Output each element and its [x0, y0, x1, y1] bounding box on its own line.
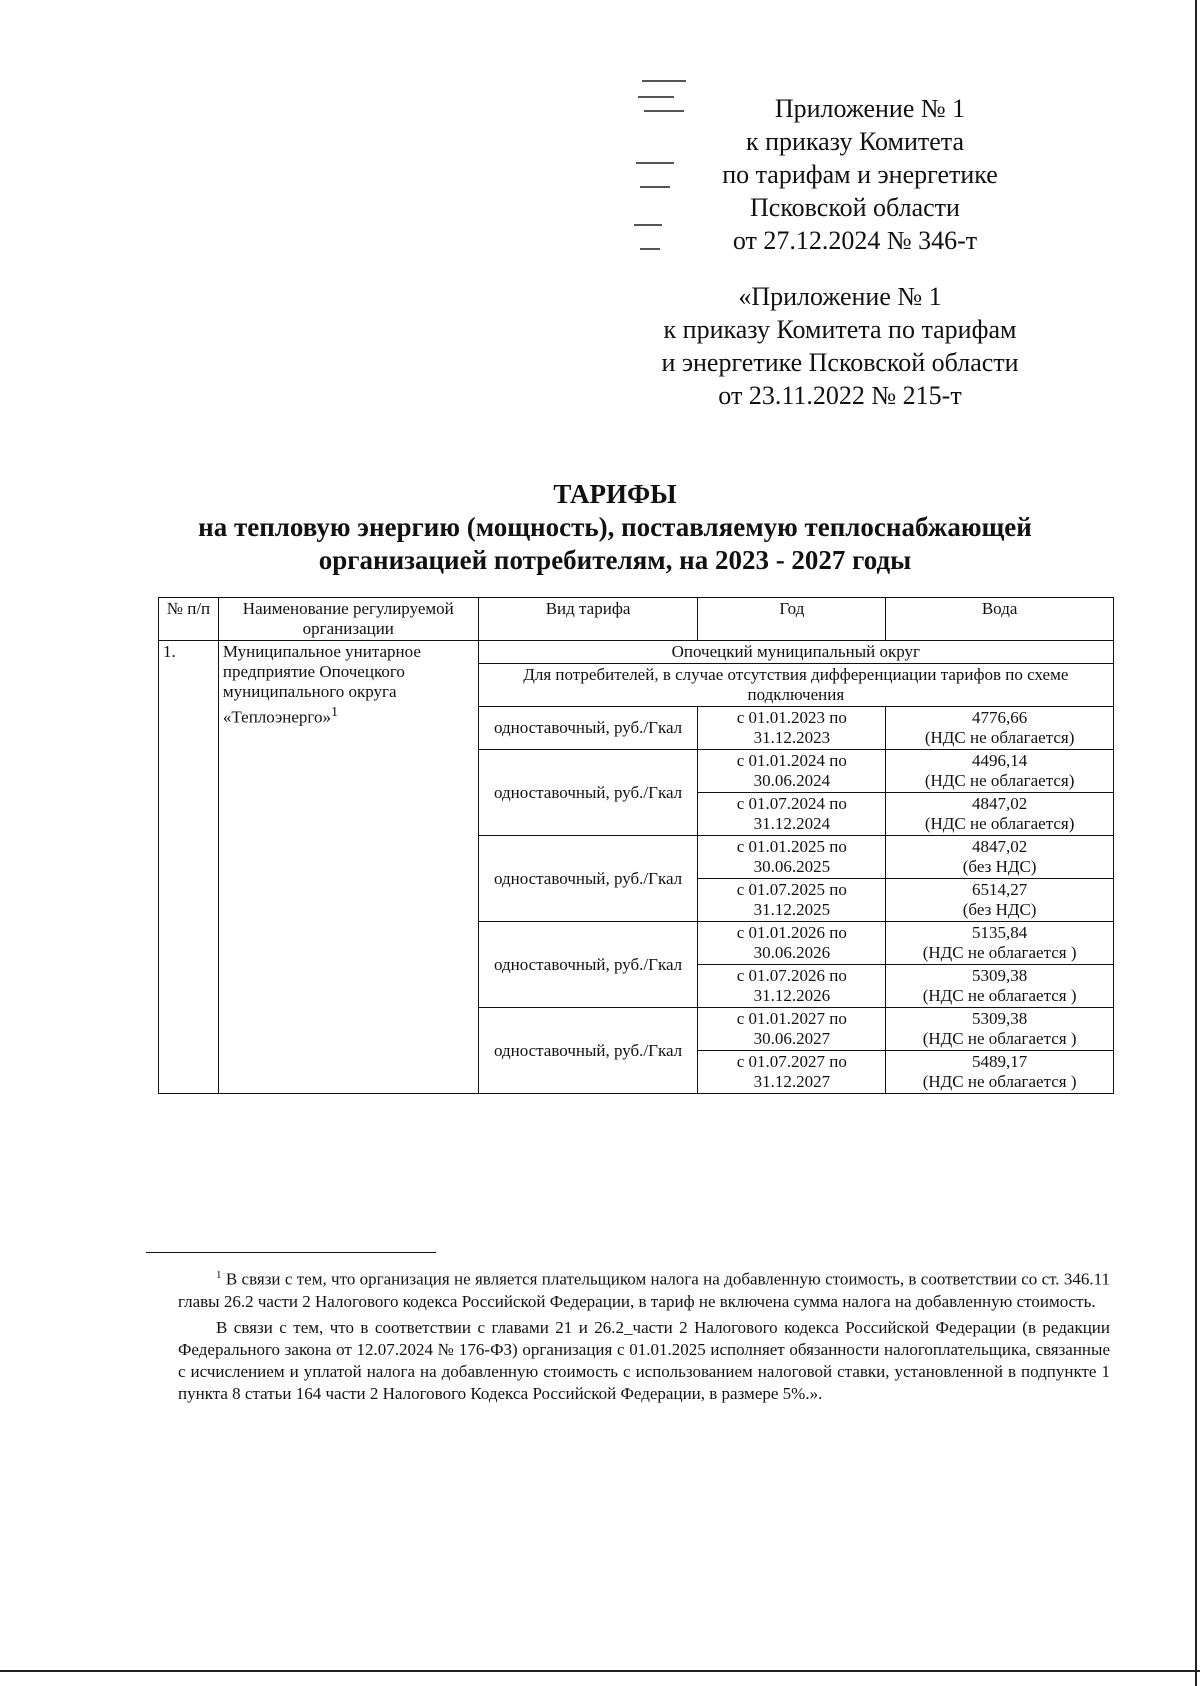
footnote-1-text: В связи с тем, что организация не является плательщиком налога на добавленную стоимость, в соответствии со ст. 346.11 главы 26.2 части 2 Налогового кодекса Российской Федерации, в тариф не включена сумма налога на добавленную стоимость.: [178, 1269, 1110, 1311]
water-value-cell: [886, 1051, 1114, 1094]
water-value-cell: [886, 1008, 1114, 1051]
period-cell: с 01.01.2026 по 30.06.2026: [698, 922, 886, 965]
header-number: № п/п: [159, 598, 219, 641]
water-value: 4776,66: [971, 708, 1028, 727]
header-year: Год: [698, 598, 886, 641]
scan-edge-right: [1195, 0, 1197, 1686]
tariff-type-cell: одноставочный, руб./Гкал: [478, 1008, 698, 1094]
water-value-cell: [886, 750, 1114, 793]
appendix-line: по тарифам и энергетике: [722, 160, 998, 189]
water-value-cell: [886, 707, 1114, 750]
original-appendix-line: «Приложение № 1: [738, 282, 942, 311]
vat-note: (без НДС): [962, 857, 1037, 876]
scan-edge-bottom: [0, 1670, 1200, 1672]
appendix-line: Приложение № 1: [774, 94, 966, 123]
organization-name: Муниципальное унитарное предприятие Опочецкого муниципального округа «Теплоэнерго»: [222, 642, 421, 727]
title-main: ТАРИФЫ: [553, 479, 677, 509]
tariff-type-cell: одноставочный, руб./Гкал: [478, 836, 698, 922]
period-cell: с 01.01.2024 по 30.06.2024: [698, 750, 886, 793]
appendix-line: Псковской области: [750, 193, 960, 222]
vat-note: (НДС не облагается): [924, 814, 1075, 833]
vat-note: (без НДС): [962, 900, 1037, 919]
footnotes: [178, 1264, 1110, 1409]
appendix-header: [620, 92, 1060, 257]
water-value-cell: [886, 879, 1114, 922]
header-tariff-type: Вид тарифа: [478, 598, 698, 641]
water-value-cell: [886, 922, 1114, 965]
organization-cell: [218, 641, 478, 1094]
period-cell: с 01.07.2024 по 31.12.2024: [698, 793, 886, 836]
water-value-cell: [886, 965, 1114, 1008]
title-subtitle-2: организацией потребителям, на 2023 - 2027 годы: [318, 545, 912, 575]
vat-note: (НДС не облагается): [924, 771, 1075, 790]
water-value: 4847,02: [971, 837, 1028, 856]
water-value: 5309,38: [971, 1009, 1028, 1028]
footnote-2: В связи с тем, что в соответствии с главами 21 и 26.2_части 2 Налогового кодекса Российской Федерации (в редакции Федерального закона от 12.07.2024 № 176-ФЗ) организация с 01.01.2025 исполняет обязанности налогоплательщика, связанные с исчислением и уплатой налога на добавленную стоимость с использованием налоговой ставки, установленной в подпункте 1 пункта 8 статьи 164 части 2 Налогового Кодекса Российской Федерации, в размере 5%.».: [178, 1317, 1110, 1403]
row-number: 1.: [159, 641, 219, 1094]
period-cell: с 01.01.2027 по 30.06.2027: [698, 1008, 886, 1051]
table-header-row: [159, 598, 1114, 641]
footnote-marker: 1: [216, 1269, 222, 1281]
document-title: [100, 478, 1130, 577]
vat-note: (НДС не облагается ): [922, 943, 1077, 962]
appendix-line: от 27.12.2024 № 346-т: [732, 226, 978, 255]
consumer-group-cell: Для потребителей, в случае отсутствия дифференциации тарифов по схеме подключения: [478, 664, 1113, 707]
water-value-cell: [886, 836, 1114, 879]
water-value: 4847,02: [971, 794, 1028, 813]
tariff-type-cell: одноставочный, руб./Гкал: [478, 922, 698, 1008]
tariff-table: [158, 597, 1114, 1094]
original-appendix-line: к приказу Комитета по тарифам: [663, 315, 1017, 344]
vat-note: (НДС не облагается): [924, 728, 1075, 747]
water-value: 5489,17: [971, 1052, 1028, 1071]
table-row: [159, 641, 1114, 664]
vat-note: (НДС не облагается ): [922, 1072, 1077, 1091]
appendix-line: к приказу Комитета: [745, 127, 964, 156]
title-subtitle-1: на тепловую энергию (мощность), поставляемую теплоснабжающей: [198, 512, 1032, 542]
period-cell: с 01.07.2026 по 31.12.2026: [698, 965, 886, 1008]
vat-note: (НДС не облагается ): [922, 986, 1077, 1005]
water-value: 5309,38: [971, 966, 1028, 985]
header-water: Вода: [886, 598, 1114, 641]
period-cell: с 01.01.2025 по 30.06.2025: [698, 836, 886, 879]
water-value: 6514,27: [971, 880, 1028, 899]
period-cell: с 01.07.2027 по 31.12.2027: [698, 1051, 886, 1094]
header-org-name: Наименование регулируемой организации: [218, 598, 478, 641]
water-value: 4496,14: [971, 751, 1028, 770]
original-appendix-line: и энергетике Псковской области: [661, 348, 1019, 377]
water-value: 5135,84: [971, 923, 1028, 942]
footnote-separator: [146, 1252, 436, 1253]
original-appendix-header: [620, 280, 1060, 412]
footnote-marker: 1: [330, 704, 339, 720]
period-cell: с 01.07.2025 по 31.12.2025: [698, 879, 886, 922]
period-cell: с 01.01.2023 по 31.12.2023: [698, 707, 886, 750]
tariff-type-cell: одноставочный, руб./Гкал: [478, 750, 698, 836]
footnote-1: [178, 1264, 1110, 1313]
water-value-cell: [886, 793, 1114, 836]
vat-note: (НДС не облагается ): [922, 1029, 1077, 1048]
tariff-type-cell: одноставочный, руб./Гкал: [478, 707, 698, 750]
original-appendix-line: от 23.11.2022 № 215-т: [718, 381, 962, 410]
district-cell: Опочецкий муниципальный округ: [478, 641, 1113, 664]
